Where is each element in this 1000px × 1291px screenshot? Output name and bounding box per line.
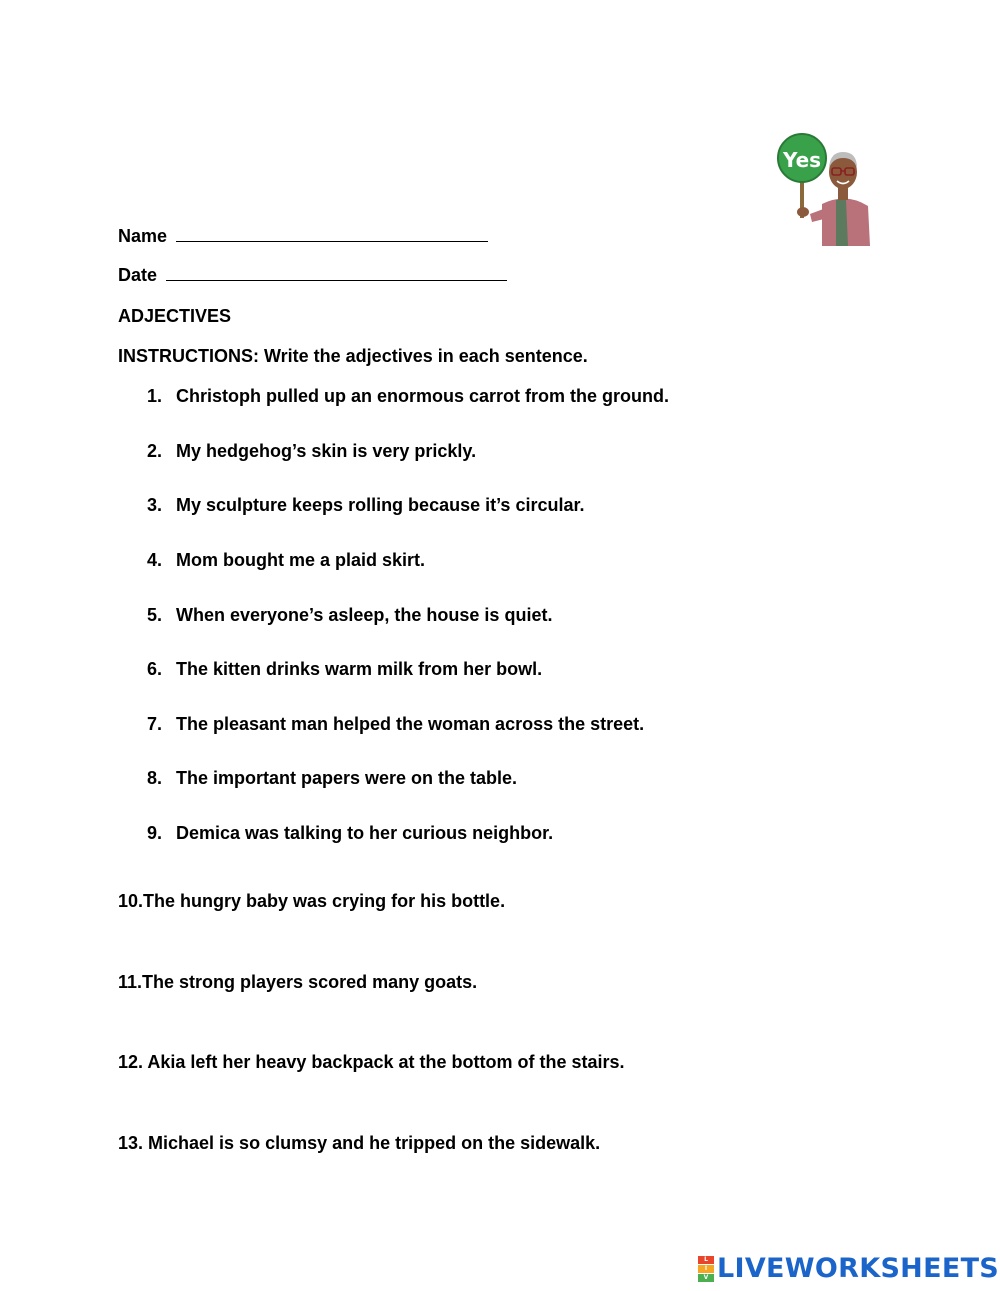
item-sentence: When everyone’s asleep, the house is quiet.: [176, 605, 553, 625]
list-item: [147, 822, 553, 844]
list-item-10: 10.The hungry baby was crying for his bottle.: [118, 891, 506, 911]
brand-text: LIVEWORKSHEETS: [717, 1253, 1000, 1284]
item-sentence: Christoph pulled up an enormous carrot from the ground.: [176, 386, 670, 406]
sign-yes-text: Yes: [782, 148, 822, 172]
date-blank-line[interactable]: [166, 264, 507, 281]
list-item: [147, 658, 542, 680]
item-number: 7.: [147, 714, 163, 734]
list-item: [147, 713, 644, 735]
list-item: [147, 440, 476, 462]
list-item: [147, 767, 517, 789]
list-item-12: 12. Akia left her heavy backpack at the bottom of the stairs.: [118, 1052, 625, 1072]
date-label: Date: [118, 265, 158, 285]
liveworksheets-logo: [698, 1254, 999, 1284]
item-sentence: Mom bought me a plaid skirt.: [176, 550, 426, 570]
block-l: L: [698, 1256, 714, 1264]
item-sentence: The pleasant man helped the woman across the street.: [176, 714, 645, 734]
item-number: 4.: [147, 550, 163, 570]
item-number: 9.: [147, 823, 163, 843]
item-number: 8.: [147, 768, 163, 788]
item-number: 3.: [147, 495, 163, 515]
item-number: 1.: [147, 386, 163, 406]
list-item: [147, 494, 585, 516]
list-item-13: 13. Michael is so clumsy and he tripped on the sidewalk.: [118, 1133, 601, 1153]
name-blank-line[interactable]: [176, 225, 488, 242]
name-label: Name: [118, 226, 168, 246]
avatar-yes-sign-illustration: [770, 126, 870, 246]
instructions-text: INSTRUCTIONS: Write the adjectives in each sentence.: [118, 346, 588, 366]
list-item: [147, 604, 552, 626]
item-sentence: My hedgehog’s skin is very prickly.: [176, 441, 477, 461]
date-field-row: [118, 264, 507, 286]
list-item: [147, 385, 669, 407]
block-i: I: [698, 1265, 714, 1273]
item-number: 2.: [147, 441, 163, 461]
item-number: 6.: [147, 659, 163, 679]
list-item: [147, 549, 425, 571]
item-sentence: Demica was talking to her curious neighbor.: [176, 823, 554, 843]
item-sentence: The important papers were on the table.: [176, 768, 518, 788]
live-blocks-icon: [698, 1256, 714, 1283]
list-item-11: 11.The strong players scored many goats.: [118, 972, 478, 992]
item-sentence: The kitten drinks warm milk from her bowl.: [176, 659, 543, 679]
item-number: 5.: [147, 605, 163, 625]
worksheet-heading: ADJECTIVES: [118, 306, 232, 326]
name-field-row: [118, 225, 488, 247]
item-sentence: My sculpture keeps rolling because it’s circular.: [176, 495, 585, 515]
block-v: V: [698, 1274, 714, 1282]
